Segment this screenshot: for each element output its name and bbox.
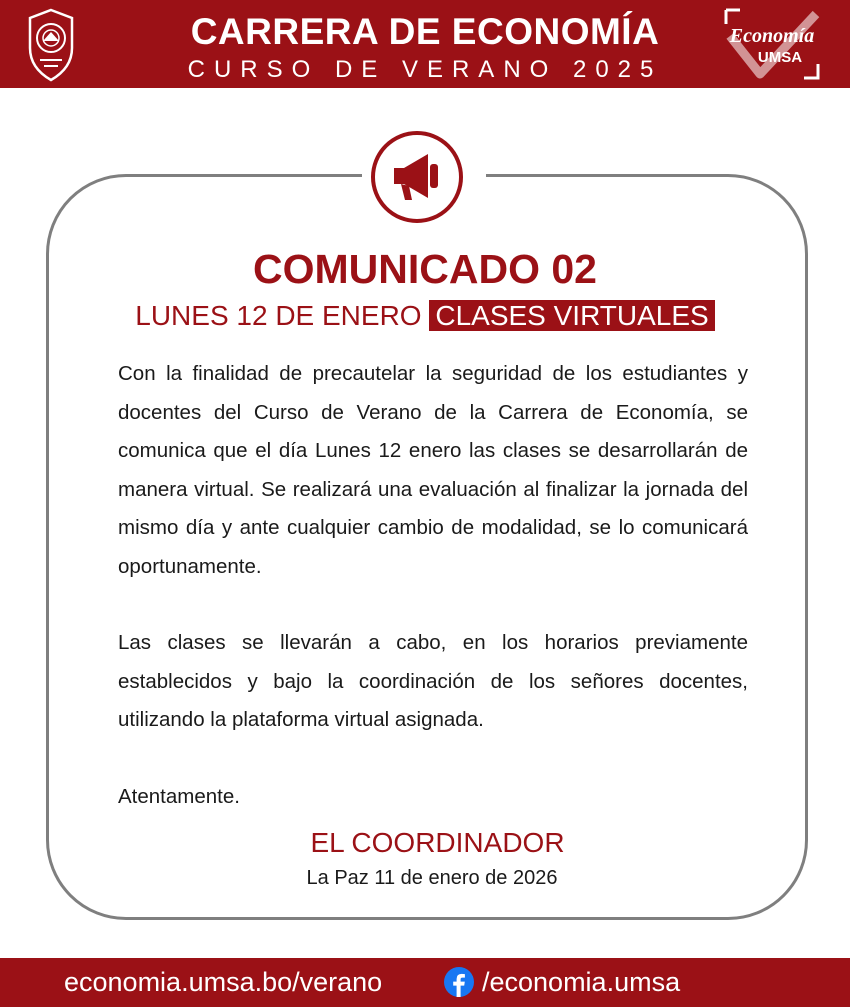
notice-date-label: LUNES 12 DE ENERO <box>135 300 422 331</box>
notice-highlight: CLASES VIRTUALES <box>429 300 714 331</box>
notice-title: COMUNICADO 02 <box>253 246 597 292</box>
header-title: CARRERA DE ECONOMÍA <box>190 11 660 52</box>
megaphone-badge <box>362 130 486 226</box>
header-bar <box>0 0 850 88</box>
place-date: La Paz 11 de enero de 2026 <box>306 867 558 889</box>
body-paragraph-2: Las clases se llevarán a cabo, en los horarios previamente establecidos y bajo la coordinación de los señores docentes, utilizando la plataforma virtual asignada. <box>118 631 748 731</box>
signer-title: EL COORDINADOR <box>310 827 565 858</box>
facebook-link[interactable]: /economia.umsa <box>482 967 681 997</box>
header-subtitle: CURSO DE VERANO 2025 <box>187 56 663 83</box>
megaphone-icon <box>370 130 464 224</box>
body-paragraph-1: Con la finalidad de precautelar la seguridad de los estudiantes y docentes del Curso de Verano de la Carrera de Economía, se comunica que el día Lunes 12 enero las clases se desarrollarán de manera virtual. Se realizará una evaluación al finalizar la jornada del mismo día y ante cualquier cambio de modalidad, se lo comunicará oportunamente. <box>118 362 748 578</box>
logo-umsa-text: UMSA <box>757 49 803 66</box>
footer-bar <box>0 958 850 1007</box>
university-seal-icon <box>26 8 76 82</box>
logo-economia-text: Economía <box>729 25 815 47</box>
notice-body <box>118 355 748 816</box>
notice-subtitle <box>0 299 850 333</box>
closing-line: Atentamente. <box>118 784 240 808</box>
website-link[interactable]: economia.umsa.bo/verano <box>64 967 383 997</box>
economia-umsa-logo <box>720 6 824 82</box>
facebook-icon[interactable] <box>444 967 474 997</box>
